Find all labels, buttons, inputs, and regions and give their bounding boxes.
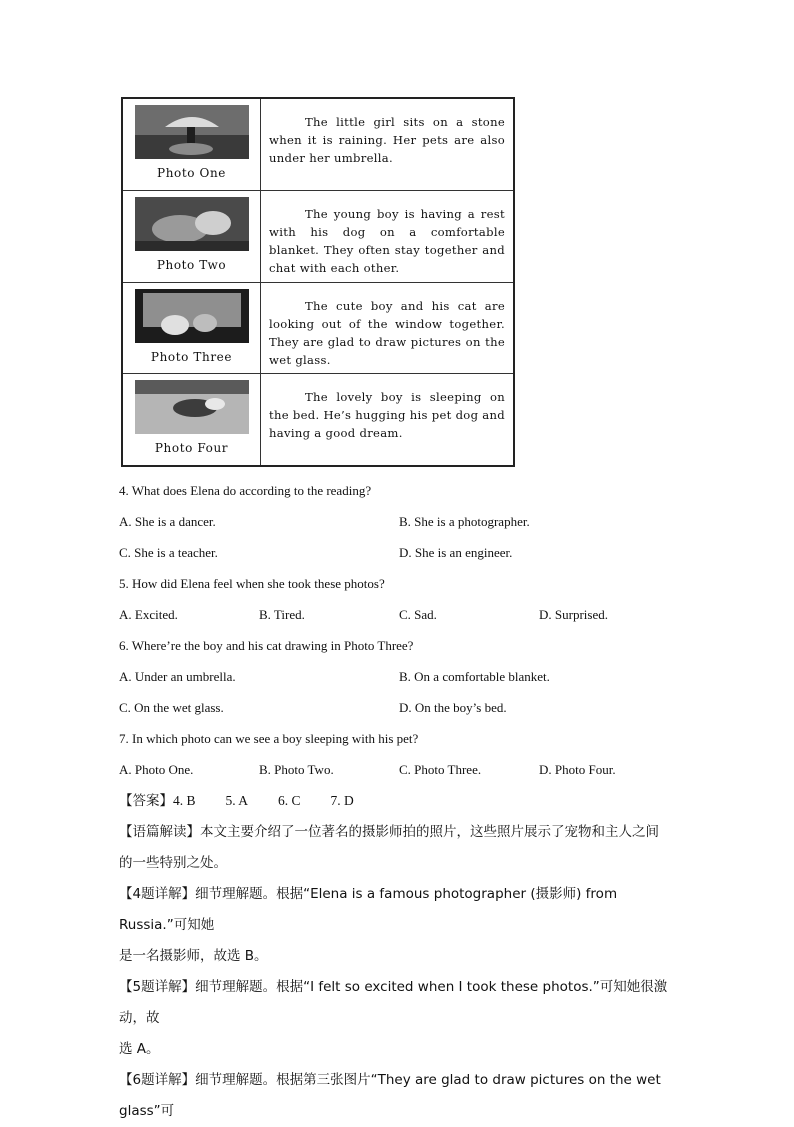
photo-caption: Photo Four [154,441,229,456]
option: D. She is an engineer. [399,545,513,560]
options [119,599,679,630]
photo-cell [123,99,261,190]
options [119,754,679,785]
photo-one-image [135,105,249,159]
photo-caption: Photo One [157,166,226,180]
questions-section [119,475,679,1127]
answer-item: 6. C [278,793,301,808]
question: 7. In which photo can we see a boy sleeping with his pet? [119,731,419,746]
question: 4. What does Elena do according to the reading? [119,483,372,498]
option: B. Tired. [259,607,305,622]
options [119,661,679,723]
photo-description: The lovely boy is sleeping on the bed. He’s hugging his pet dog and having a good dream. [269,390,505,441]
question: 6. Where’re the boy and his cat drawing in Photo Three? [119,638,414,653]
option: D. Photo Four. [539,762,616,777]
table-row [123,99,513,191]
option: D. On the boy’s bed. [399,700,507,715]
explanation-line: 【语篇解读】本文主要介绍了一位著名的摄影师拍的照片，这些照片展示了宠物和主人之间 [119,824,659,840]
explanation-line: 【5题详解】细节理解题。根据“I felt so excited when I took these photos.”可知她很激动，故 [119,979,668,1026]
explanation-line: 【4题详解】细节理解题。根据“Elena is a famous photographer (摄影师) from Russia.”可知她 [119,886,618,933]
photo-caption: Photo Three [150,349,233,364]
answer-line [119,785,679,817]
option: B. Photo Two. [259,762,334,777]
photo-four-image [135,380,249,434]
explanation-line: 选 A。 [119,1041,160,1057]
photo-description: The young boy is having a rest with his dog on a comfortable blanket. They often stay together and chat with each other. [269,206,505,275]
option: C. Photo Three. [399,762,482,777]
explanation-line: 的一些特别之处。 [119,855,227,871]
option: C. Sad. [399,607,437,622]
explanation-line: 【6题详解】细节理解题。根据第三张图片“They are glad to draw pictures on the wet glass”可 [119,1072,661,1119]
option: B. She is a photographer. [399,514,530,529]
options [119,506,679,568]
photo-cell [123,374,261,465]
option: C. She is a teacher. [119,545,218,560]
option: A. Under an umbrella. [119,669,236,684]
photo-caption: Photo Two [156,257,227,272]
explanation-line: 是一名摄影师，故选 B。 [119,948,268,964]
table-row [123,374,513,465]
table-row [123,191,513,283]
photo-description: The little girl sits on a stone when it is raining. Her pets are also under her umbrella. [269,115,505,165]
option: C. On the wet glass. [119,700,224,715]
option: A. Excited. [119,607,178,622]
answer-item: 4. B [173,793,196,808]
photo-description: The cute boy and his cat are looking out of the window together. They are glad to draw pictures on the wet glass. [269,298,505,367]
option: D. Surprised. [539,607,608,622]
answer-item: 7. D [330,793,354,808]
option: B. On a comfortable blanket. [399,669,550,684]
photo-table [121,97,515,467]
answer-item: 5. A [225,793,249,808]
photo-cell [123,283,261,374]
photo-cell [123,191,261,282]
question: 5. How did Elena feel when she took these photos? [119,576,385,591]
photo-two-image [135,197,249,251]
answer-label: 【答案】 [119,793,173,809]
table-row [123,283,513,375]
option: A. Photo One. [119,762,194,777]
option: A. She is a dancer. [119,514,216,529]
photo-three-image [135,289,249,343]
